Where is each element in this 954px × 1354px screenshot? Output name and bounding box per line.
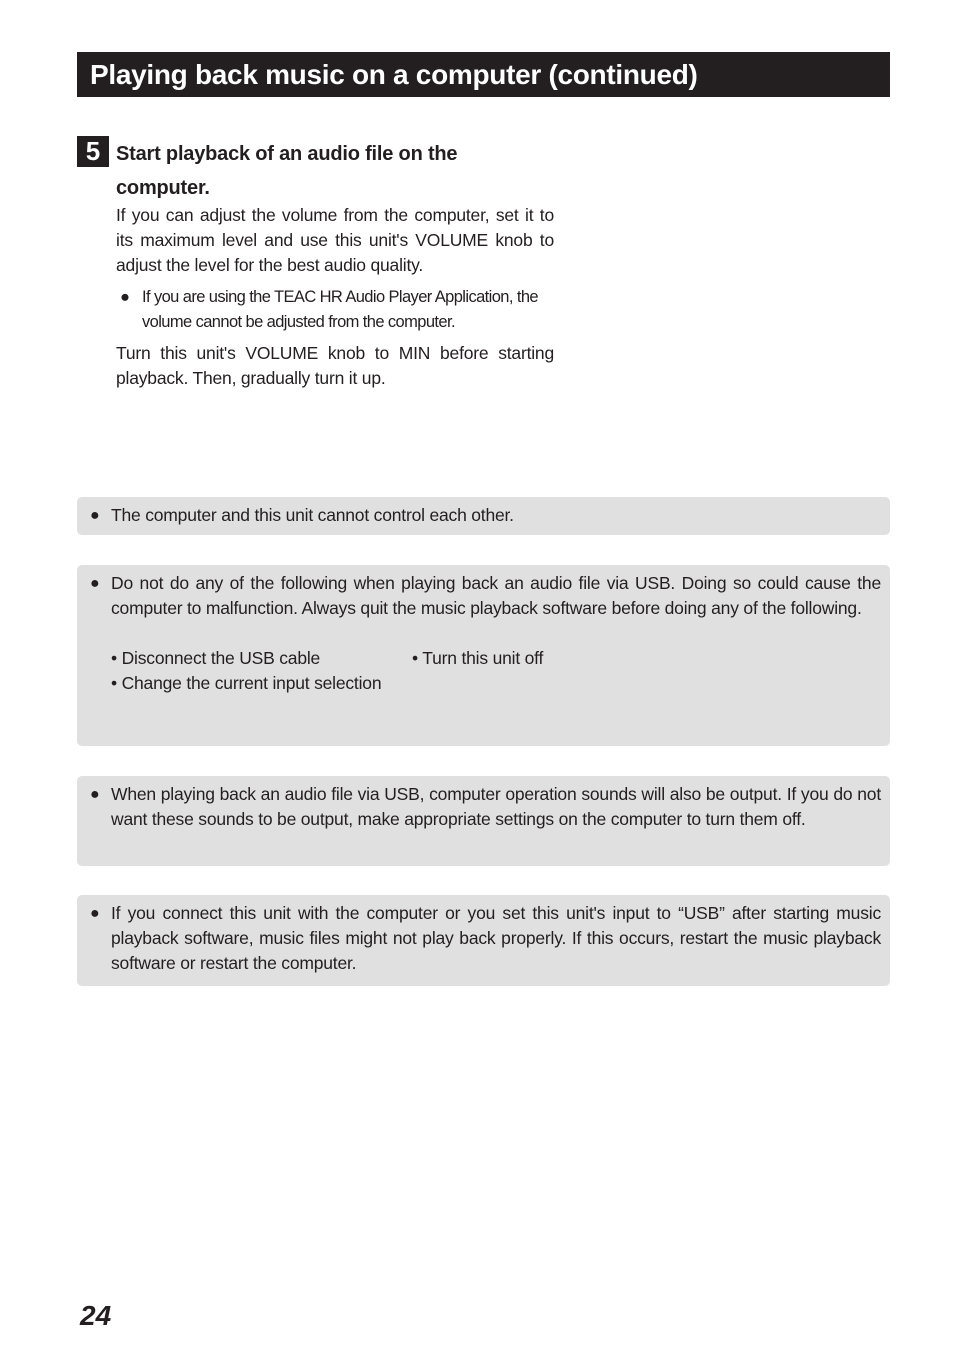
list-item: • Turn this unit off — [412, 648, 544, 668]
step-bullet-note — [120, 285, 556, 335]
note-text: The computer and this unit cannot control each other. — [111, 505, 514, 525]
step-paragraph-min: Turn this unit's VOLUME knob to MIN before starting playback. Then, gradually turn it up. — [116, 343, 554, 388]
step-title: Start playback of an audio file on the computer. — [116, 143, 458, 199]
bullet-dot-icon: ● — [90, 786, 100, 803]
list-item: • Change the current input selection — [111, 673, 382, 693]
list-item: • Disconnect the USB cable — [111, 648, 321, 668]
step-number-badge: 5 — [77, 136, 109, 167]
page-number: 24 — [80, 1300, 112, 1331]
note-box-usb-warning — [77, 565, 890, 746]
note-box-control — [77, 497, 890, 535]
step-paragraph-volume: If you can adjust the volume from the computer, set it to its maximum level and use this unit's VOLUME knob to adjust the level for the best audio quality. — [116, 205, 554, 275]
step-bullet-text: If you are using the TEAC HR Audio Player Application, the volume cannot be adjusted from the computer. — [142, 288, 538, 331]
bullet-dot-icon: ● — [90, 507, 100, 524]
bullet-dot-icon: ● — [90, 575, 100, 592]
section-header — [77, 52, 890, 97]
forbidden-actions-list — [111, 646, 881, 696]
note-text: If you connect this unit with the computer or you set this unit's input to “USB” after starting music playback software, music files might not play back properly. If this occurs, restart the music playback software or restart the computer. — [111, 903, 881, 973]
note-text: When playing back an audio file via USB, computer operation sounds will also be output. If you do not want these sounds to be output, make appropriate settings on the computer to turn them off. — [111, 784, 881, 829]
page-title: Playing back music on a computer (continued) — [90, 58, 698, 90]
bullet-dot-icon: ● — [120, 288, 130, 306]
note-box-operation-sounds — [77, 776, 890, 866]
note-text: Do not do any of the following when playing back an audio file via USB. Doing so could cause the computer to malfunction. Always quit the music playback software before doing any of the following. — [111, 573, 881, 618]
bullet-dot-icon: ● — [90, 905, 100, 922]
note-box-restart — [77, 895, 890, 986]
